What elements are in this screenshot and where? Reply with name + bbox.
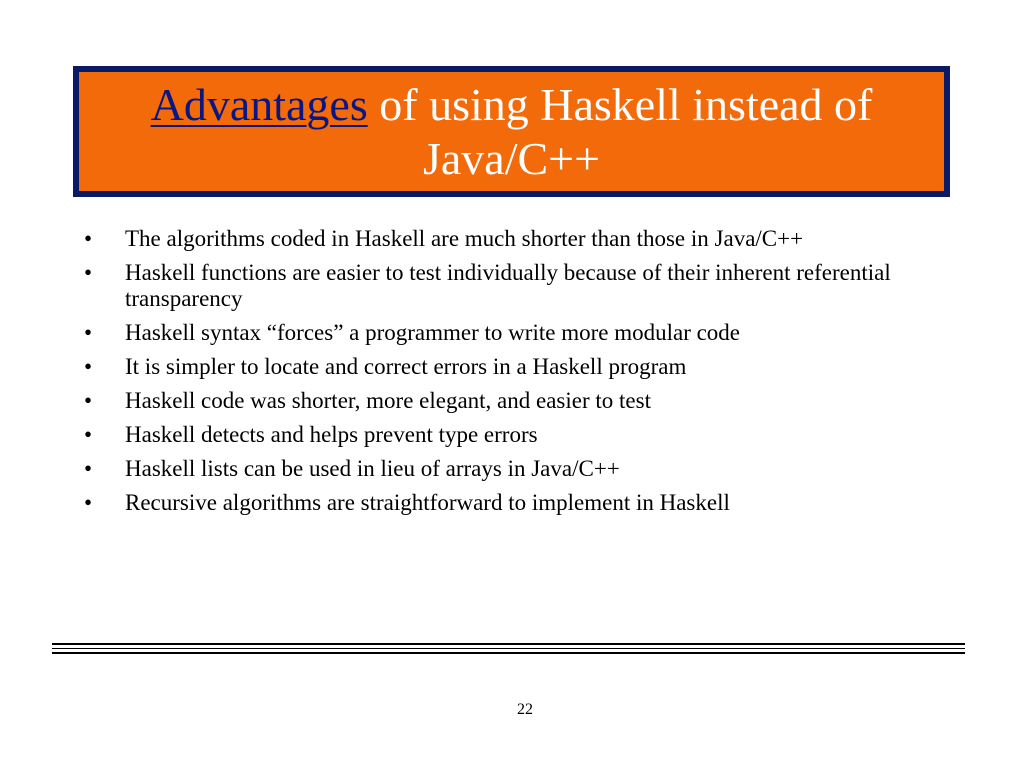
bullet-icon: • [84, 388, 93, 413]
list-item [84, 260, 914, 312]
bullet-text: Haskell detects and helps prevent type errors [125, 422, 538, 447]
list-item [84, 320, 914, 346]
bullet-icon: • [84, 490, 93, 515]
bullet-text: Haskell code was shorter, more elegant, and easier to test [125, 388, 651, 413]
footer-divider-line [52, 652, 965, 654]
bullet-text: Recursive algorithms are straightforward to implement in Haskell [125, 490, 730, 515]
list-item [84, 354, 914, 380]
bullet-text: Haskell functions are easier to test individually because of their inherent referential transparency [125, 260, 891, 311]
bullet-icon: • [84, 456, 93, 481]
page-number: 22 [517, 701, 533, 718]
bullet-icon: • [84, 226, 93, 251]
footer-divider-line [52, 648, 965, 649]
list-item [84, 456, 914, 482]
list-item [84, 422, 914, 448]
bullet-icon: • [84, 320, 93, 345]
list-item [84, 388, 914, 414]
slide-title-line-2: Java/C++ [422, 132, 601, 184]
bullet-text: The algorithms coded in Haskell are much shorter than those in Java/C++ [125, 226, 804, 251]
bullet-list [84, 226, 914, 524]
advantages-link[interactable]: Advantages [150, 78, 368, 130]
title-text-rest: of using Haskell instead of [367, 78, 873, 130]
footer-divider-line [52, 643, 965, 645]
bullet-text: Haskell syntax “forces” a programmer to write more modular code [125, 320, 741, 345]
bullet-text: It is simpler to locate and correct errors in a Haskell program [125, 354, 687, 379]
bullet-icon: • [84, 422, 93, 447]
list-item [84, 226, 914, 252]
bullet-text: Haskell lists can be used in lieu of arrays in Java/C++ [125, 456, 620, 481]
list-item [84, 490, 914, 516]
bullet-icon: • [84, 260, 93, 285]
slide-title-box [73, 66, 950, 197]
slide-title-line-1 [151, 78, 873, 132]
bullet-icon: • [84, 354, 93, 379]
